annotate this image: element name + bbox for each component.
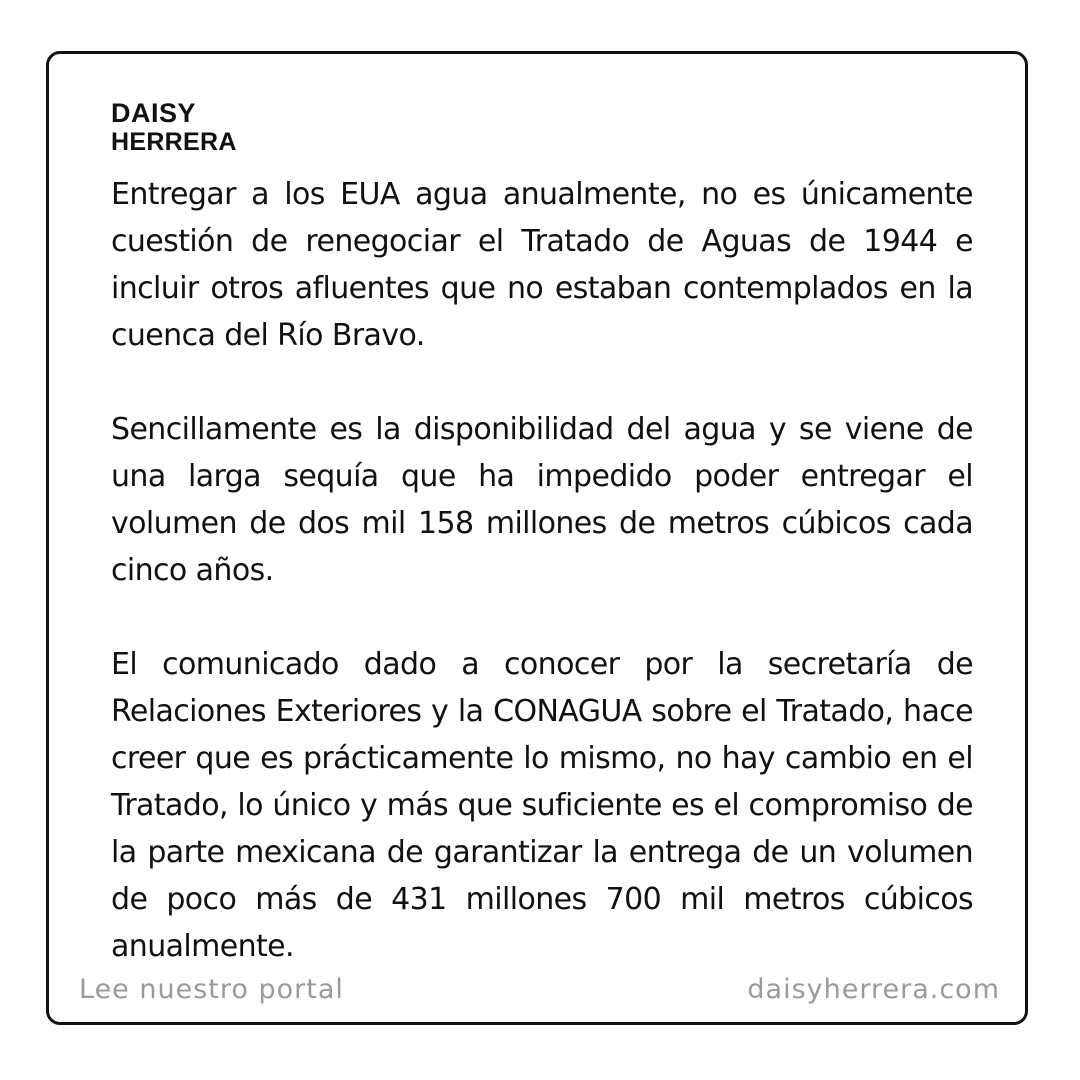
author-name <box>111 99 237 157</box>
article-body <box>111 171 973 970</box>
paragraph: El comunicado dado a conocer por la secretaría de Relaciones Exteriores y la CONAGUA sobre el Tratado, hace creer que es prácticamente lo mismo, no hay cambio en el Tratado, lo único y más que suficiente es el compromiso de la parte mexicana de garantizar la entrega de un volumen de poco más de 431 millones 700 mil metros cúbicos anualmente. <box>111 647 973 964</box>
footer-portal-label: Lee nuestro portal <box>79 974 344 1005</box>
quote-card <box>46 51 1028 1025</box>
footer-website-link[interactable]: daisyherrera.com <box>747 974 1000 1005</box>
author-first-name: DAISY <box>111 98 197 128</box>
paragraph: Sencillamente es la disponibilidad del agua y se viene de una larga sequía que ha impedido poder entregar el volumen de dos mil 158 millones de metros cúbicos cada cinco años. <box>111 412 973 588</box>
author-last-name: HERRERA <box>111 128 237 156</box>
paragraph: Entregar a los EUA agua anualmente, no es únicamente cuestión de renegociar el Tratado de Aguas de 1944 e incluir otros afluentes que no estaban contemplados en la cuenca del Río Bravo. <box>111 177 973 353</box>
